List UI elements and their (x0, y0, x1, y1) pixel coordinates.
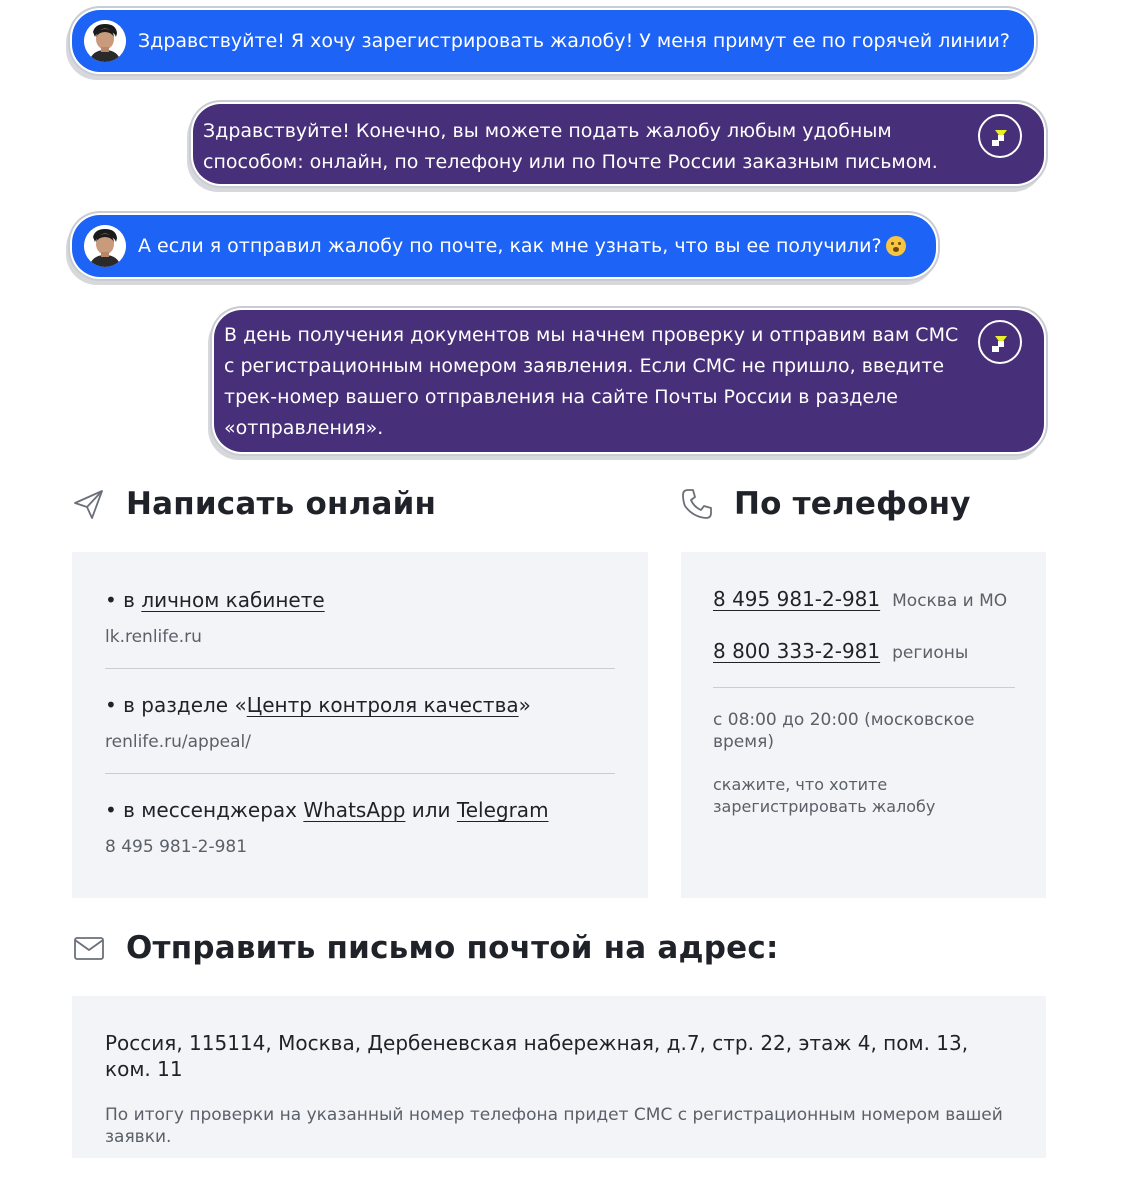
messenger-phone: 8 495 981-2-981 (105, 837, 248, 857)
mail-address: Россия, 115114, Москва, Дербеневская набережная, д.7, стр. 22, этаж 4, пом. 13, ком. 11 (105, 1031, 969, 1081)
divider (713, 687, 1015, 688)
chat-message-text: Здравствуйте! Я хочу зарегистрировать жалобу! У меня примут ее по горячей линии? (138, 29, 1010, 52)
phone-card (681, 552, 1046, 898)
item-suffix: » (518, 693, 531, 717)
phone-region-note: Москва и МО (892, 591, 1008, 611)
phone-icon (680, 487, 714, 521)
online-item-quality-center (105, 692, 615, 718)
surprised-emoji-icon (886, 236, 906, 256)
mail-note: По итогу проверки на указанный номер телефона придет СМС с регистрационным номером вашей заявки. (105, 1105, 1003, 1147)
item-prefix: • в (105, 588, 142, 612)
phone-section-heading (680, 486, 971, 522)
personal-cabinet-link[interactable]: личном кабинете (141, 588, 325, 612)
divider (105, 668, 615, 669)
envelope-icon (72, 931, 106, 965)
item-url: renlife.ru/appeal/ (105, 732, 251, 752)
item-middle: или (405, 798, 457, 822)
online-item-messengers (105, 797, 615, 823)
whatsapp-link[interactable]: WhatsApp (303, 798, 406, 822)
user-avatar (84, 20, 126, 62)
online-item-cabinet (105, 587, 615, 613)
chat-message-text: А если я отправил жалобу по почте, как мне узнать, что вы ее получили? (138, 234, 882, 257)
item-url: lk.renlife.ru (105, 627, 202, 647)
online-section-heading (72, 486, 436, 522)
chat-message-text: Здравствуйте! Конечно, вы можете подать жалобу любым удобным способом: онлайн, по телефону или по Почте России заказным письмом. (203, 120, 938, 173)
item-prefix: • в мессенджерах (105, 798, 304, 822)
chat-bubble-bot-1 (193, 104, 1044, 184)
phone-hint: скажите, что хотите зарегистрировать жалобу (713, 775, 936, 816)
chat-bubble-user-2 (72, 215, 936, 277)
divider (105, 773, 615, 774)
company-logo-icon (978, 114, 1022, 158)
phone-row-moscow (713, 587, 1015, 611)
quality-center-link[interactable]: Центр контроля качества (246, 693, 519, 717)
phone-row-regions (713, 639, 1015, 663)
section-title: Отправить письмо почтой на адрес: (126, 930, 779, 966)
send-icon (72, 487, 106, 521)
user-avatar (84, 225, 126, 267)
chat-bubble-user-1 (72, 10, 1034, 72)
chat-bubble-bot-2 (214, 310, 1044, 452)
mail-section-heading (72, 930, 779, 966)
telegram-link[interactable]: Telegram (456, 798, 549, 822)
phone-number-moscow[interactable]: 8 495 981-2-981 (713, 587, 881, 611)
item-prefix: • в разделе « (105, 693, 247, 717)
mail-card (72, 996, 1046, 1158)
section-title: По телефону (734, 486, 971, 522)
company-logo-icon (978, 320, 1022, 364)
phone-number-regions[interactable]: 8 800 333-2-981 (713, 639, 881, 663)
chat-message-text: В день получения документов мы начнем проверку и отправим вам СМС с регистрационным номером заявления. Если СМС не пришло, введите трек-номер вашего отправления на сайте Почты России в разделе «отправления». (224, 324, 959, 439)
working-hours: с 08:00 до 20:00 (московское время) (713, 710, 975, 752)
online-card (72, 552, 648, 898)
phone-region-note: регионы (892, 643, 969, 663)
section-title: Написать онлайн (126, 486, 437, 522)
